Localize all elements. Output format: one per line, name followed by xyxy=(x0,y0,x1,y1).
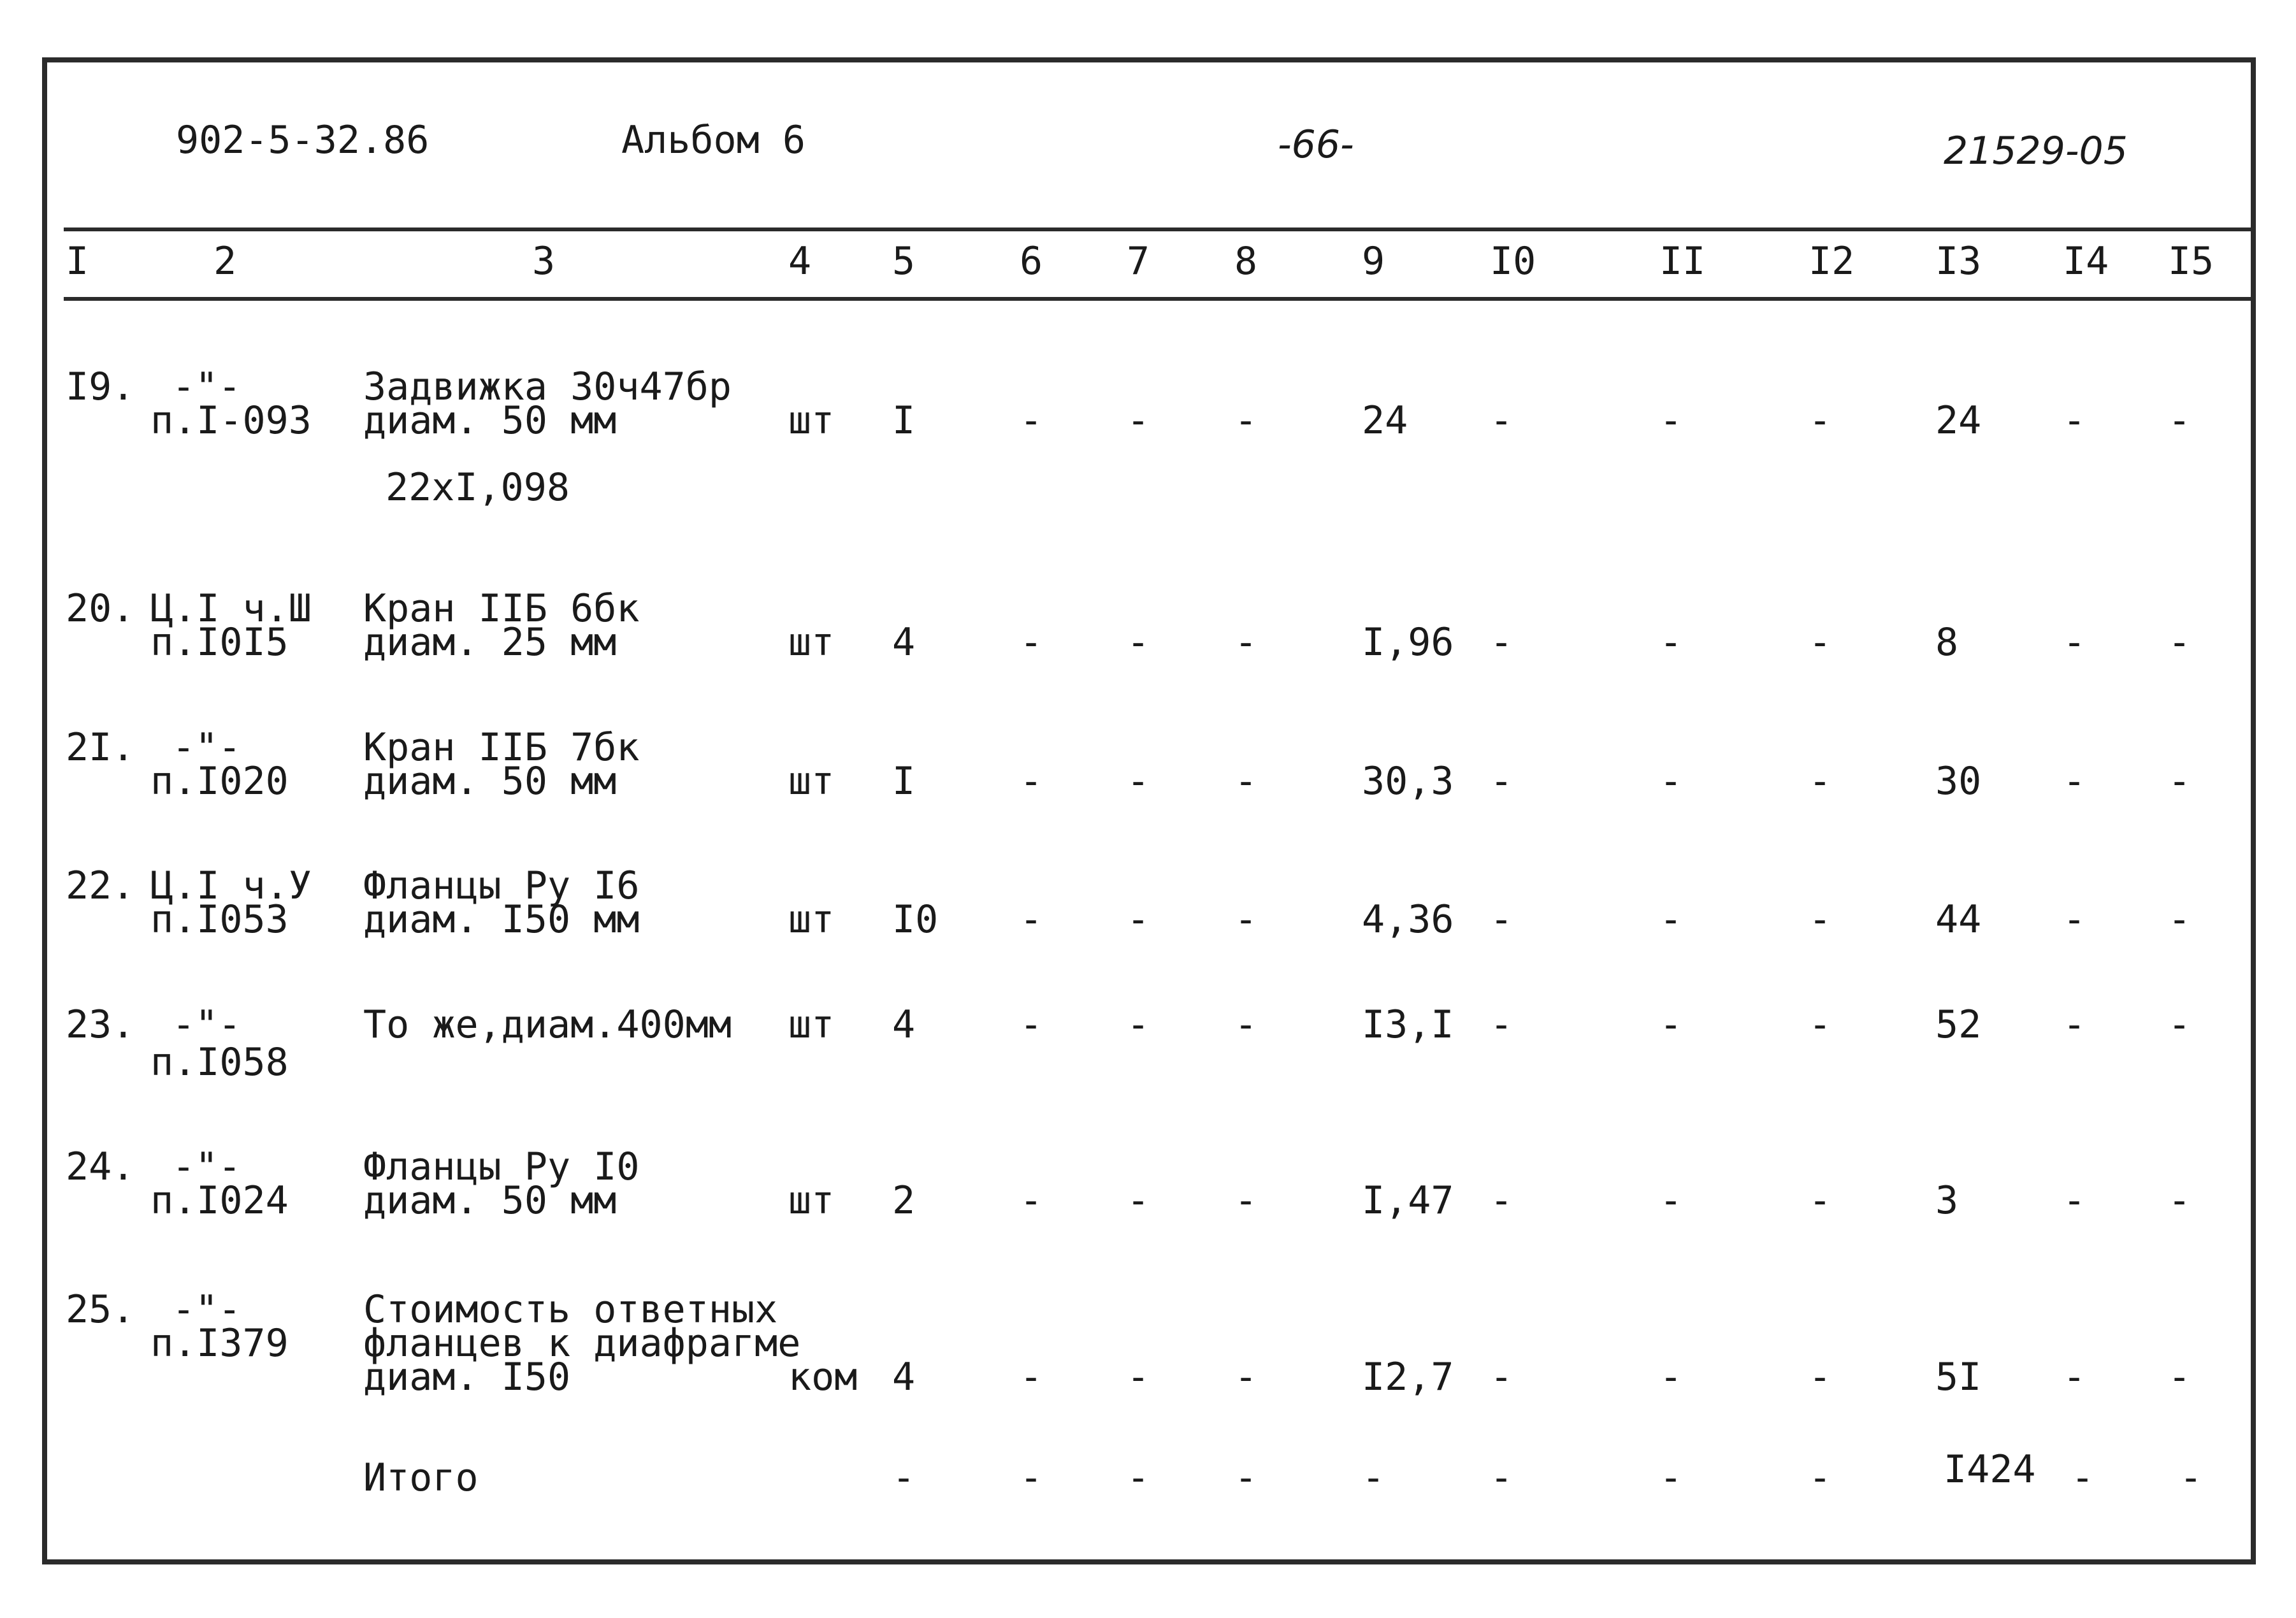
row-col13: 8 xyxy=(1935,620,1959,665)
row-col12: - xyxy=(1809,398,1832,443)
row-col14: - xyxy=(2063,1178,2086,1223)
col-header-3: 3 xyxy=(532,239,556,284)
row-reference: -"- xyxy=(172,1002,242,1047)
row-col6: - xyxy=(1020,897,1043,942)
row-col14: - xyxy=(2063,1355,2086,1399)
row-col8: - xyxy=(1234,398,1258,443)
col-header-5: 5 xyxy=(892,239,916,284)
row-col13: 44 xyxy=(1935,897,1982,942)
total-col5: - xyxy=(892,1455,916,1500)
row-col13: 5I xyxy=(1935,1355,1982,1399)
row-number: I9. xyxy=(66,365,135,409)
page-number: -66- xyxy=(1278,122,1354,167)
row-col14: - xyxy=(2063,620,2086,665)
row-reference-item: п.I024 xyxy=(150,1178,289,1223)
row-reference-item: п.I058 xyxy=(150,1040,289,1085)
row-col10: - xyxy=(1490,1002,1513,1047)
total-col6: - xyxy=(1020,1455,1043,1500)
row-col9: I2,7 xyxy=(1362,1355,1454,1399)
row-col8: - xyxy=(1234,759,1258,804)
row-col7: - xyxy=(1127,398,1150,443)
row-unit: шт xyxy=(788,897,835,942)
row-unit: шт xyxy=(788,1002,835,1047)
row-col5: I xyxy=(892,398,916,443)
row-col9: I3,I xyxy=(1362,1002,1454,1047)
row-col15: - xyxy=(2168,398,2191,443)
row-reference-item: п.I-093 xyxy=(150,398,312,443)
col-header-15: I5 xyxy=(2168,239,2214,284)
header-divider-bottom xyxy=(64,297,2256,301)
row-number: 22. xyxy=(66,863,135,908)
row-col13: 30 xyxy=(1935,759,1982,804)
row-col13: 3 xyxy=(1935,1178,1959,1223)
row-col6: - xyxy=(1020,1178,1043,1223)
total-col11: - xyxy=(1659,1455,1683,1500)
row-reference-item: п.I0I5 xyxy=(150,620,289,665)
row-reference: -"- xyxy=(172,725,242,770)
total-col10: - xyxy=(1490,1455,1513,1500)
row-unit: шт xyxy=(788,759,835,804)
row-col14: - xyxy=(2063,897,2086,942)
row-col9: 30,3 xyxy=(1362,759,1454,804)
row-col15: - xyxy=(2168,1178,2191,1223)
row-col8: - xyxy=(1234,1355,1258,1399)
row-col9: I,96 xyxy=(1362,620,1454,665)
row-reference: -"- xyxy=(172,365,242,409)
row-name-line: Задвижка 30ч47бр xyxy=(363,365,732,409)
row-col13: 24 xyxy=(1935,398,1982,443)
row-col12: - xyxy=(1809,759,1832,804)
row-col9: I,47 xyxy=(1362,1178,1454,1223)
row-number: 23. xyxy=(66,1002,135,1047)
row-name-line: То же,диам.400мм xyxy=(363,1002,732,1047)
row-reference-item: п.I053 xyxy=(150,897,289,942)
total-col8: - xyxy=(1234,1455,1258,1500)
total-col15: - xyxy=(2179,1455,2203,1500)
total-col12: - xyxy=(1809,1455,1832,1500)
col-header-13: I3 xyxy=(1935,239,1982,284)
row-col10: - xyxy=(1490,398,1513,443)
row-reference: Ц.I ч.У xyxy=(150,863,312,908)
row-col5: 2 xyxy=(892,1178,916,1223)
row-note: 22хI,098 xyxy=(386,465,570,510)
row-col11: - xyxy=(1659,759,1683,804)
row-col10: - xyxy=(1490,1355,1513,1399)
row-col5: I xyxy=(892,759,916,804)
row-col7: - xyxy=(1127,897,1150,942)
total-col7: - xyxy=(1127,1455,1150,1500)
col-header-10: I0 xyxy=(1490,239,1536,284)
row-unit: шт xyxy=(788,620,835,665)
row-col7: - xyxy=(1127,1002,1150,1047)
row-col11: - xyxy=(1659,1355,1683,1399)
row-col10: - xyxy=(1490,620,1513,665)
row-name-line: диам. 50 мм xyxy=(363,759,617,804)
row-col15: - xyxy=(2168,1002,2191,1047)
row-col7: - xyxy=(1127,620,1150,665)
row-col6: - xyxy=(1020,620,1043,665)
col-header-6: 6 xyxy=(1020,239,1043,284)
row-col15: - xyxy=(2168,759,2191,804)
row-name-line: диам. 50 мм xyxy=(363,398,617,443)
row-col14: - xyxy=(2063,1002,2086,1047)
row-number: 20. xyxy=(66,586,135,631)
col-header-7: 7 xyxy=(1127,239,1150,284)
col-header-1: I xyxy=(66,239,89,284)
total-col13: I424 xyxy=(1944,1447,2036,1492)
row-col8: - xyxy=(1234,897,1258,942)
col-header-9: 9 xyxy=(1362,239,1385,284)
row-name-line: диам. 50 мм xyxy=(363,1178,617,1223)
row-number: 25. xyxy=(66,1287,135,1332)
row-col9: 4,36 xyxy=(1362,897,1454,942)
row-col8: - xyxy=(1234,1178,1258,1223)
row-col11: - xyxy=(1659,620,1683,665)
col-header-4: 4 xyxy=(788,239,812,284)
row-number: 24. xyxy=(66,1145,135,1189)
row-number: 2I. xyxy=(66,725,135,770)
col-header-11: II xyxy=(1659,239,1706,284)
row-col8: - xyxy=(1234,620,1258,665)
row-col12: - xyxy=(1809,897,1832,942)
row-name-line: Фланцы Ру I0 xyxy=(363,1145,640,1189)
row-col6: - xyxy=(1020,759,1043,804)
col-header-14: I4 xyxy=(2063,239,2109,284)
row-col12: - xyxy=(1809,620,1832,665)
row-col9: 24 xyxy=(1362,398,1408,443)
row-col12: - xyxy=(1809,1355,1832,1399)
row-reference-item: п.I379 xyxy=(150,1321,289,1366)
row-col11: - xyxy=(1659,398,1683,443)
col-header-12: I2 xyxy=(1809,239,1855,284)
row-col10: - xyxy=(1490,759,1513,804)
total-col14: - xyxy=(2071,1455,2095,1500)
col-header-2: 2 xyxy=(213,239,237,284)
row-col6: - xyxy=(1020,398,1043,443)
row-name-line: Стоимость ответных xyxy=(363,1287,778,1332)
row-col10: - xyxy=(1490,897,1513,942)
row-col7: - xyxy=(1127,1178,1150,1223)
row-col15: - xyxy=(2168,1355,2191,1399)
row-col15: - xyxy=(2168,897,2191,942)
row-col5: 4 xyxy=(892,1002,916,1047)
row-col11: - xyxy=(1659,897,1683,942)
row-unit: ком xyxy=(788,1355,858,1399)
total-label: Итого xyxy=(363,1455,479,1500)
row-name-line: диам. 25 мм xyxy=(363,620,617,665)
row-col15: - xyxy=(2168,620,2191,665)
row-unit: шт xyxy=(788,1178,835,1223)
row-name-line: фланцев к диафрагме xyxy=(363,1321,801,1366)
row-col8: - xyxy=(1234,1002,1258,1047)
row-col12: - xyxy=(1809,1178,1832,1223)
header-divider-top xyxy=(64,228,2256,231)
sheet-code: 21529-05 xyxy=(1944,129,2128,173)
row-col5: I0 xyxy=(892,897,939,942)
row-reference: -"- xyxy=(172,1145,242,1189)
row-col11: - xyxy=(1659,1002,1683,1047)
row-col12: - xyxy=(1809,1002,1832,1047)
row-col14: - xyxy=(2063,398,2086,443)
row-col14: - xyxy=(2063,759,2086,804)
row-col11: - xyxy=(1659,1178,1683,1223)
row-name-line: диам. I50 xyxy=(363,1355,571,1399)
row-col7: - xyxy=(1127,759,1150,804)
row-name-line: Кран IIБ 7бк xyxy=(363,725,640,770)
document-code: 902-5-32.86 xyxy=(176,118,430,163)
row-unit: шт xyxy=(788,398,835,443)
row-col5: 4 xyxy=(892,620,916,665)
row-reference: Ц.I ч.Ш xyxy=(150,586,312,631)
row-name-line: Фланцы Ру I6 xyxy=(363,863,640,908)
album-label: Альбом 6 xyxy=(621,118,805,163)
row-col5: 4 xyxy=(892,1355,916,1399)
row-col10: - xyxy=(1490,1178,1513,1223)
row-reference: -"- xyxy=(172,1287,242,1332)
row-name-line: Кран IIБ 6бк xyxy=(363,586,640,631)
total-col9: - xyxy=(1362,1455,1385,1500)
col-header-8: 8 xyxy=(1234,239,1258,284)
row-name-line: диам. I50 мм xyxy=(363,897,640,942)
row-col6: - xyxy=(1020,1002,1043,1047)
row-reference-item: п.I020 xyxy=(150,759,289,804)
row-col6: - xyxy=(1020,1355,1043,1399)
row-col7: - xyxy=(1127,1355,1150,1399)
row-col13: 52 xyxy=(1935,1002,1982,1047)
